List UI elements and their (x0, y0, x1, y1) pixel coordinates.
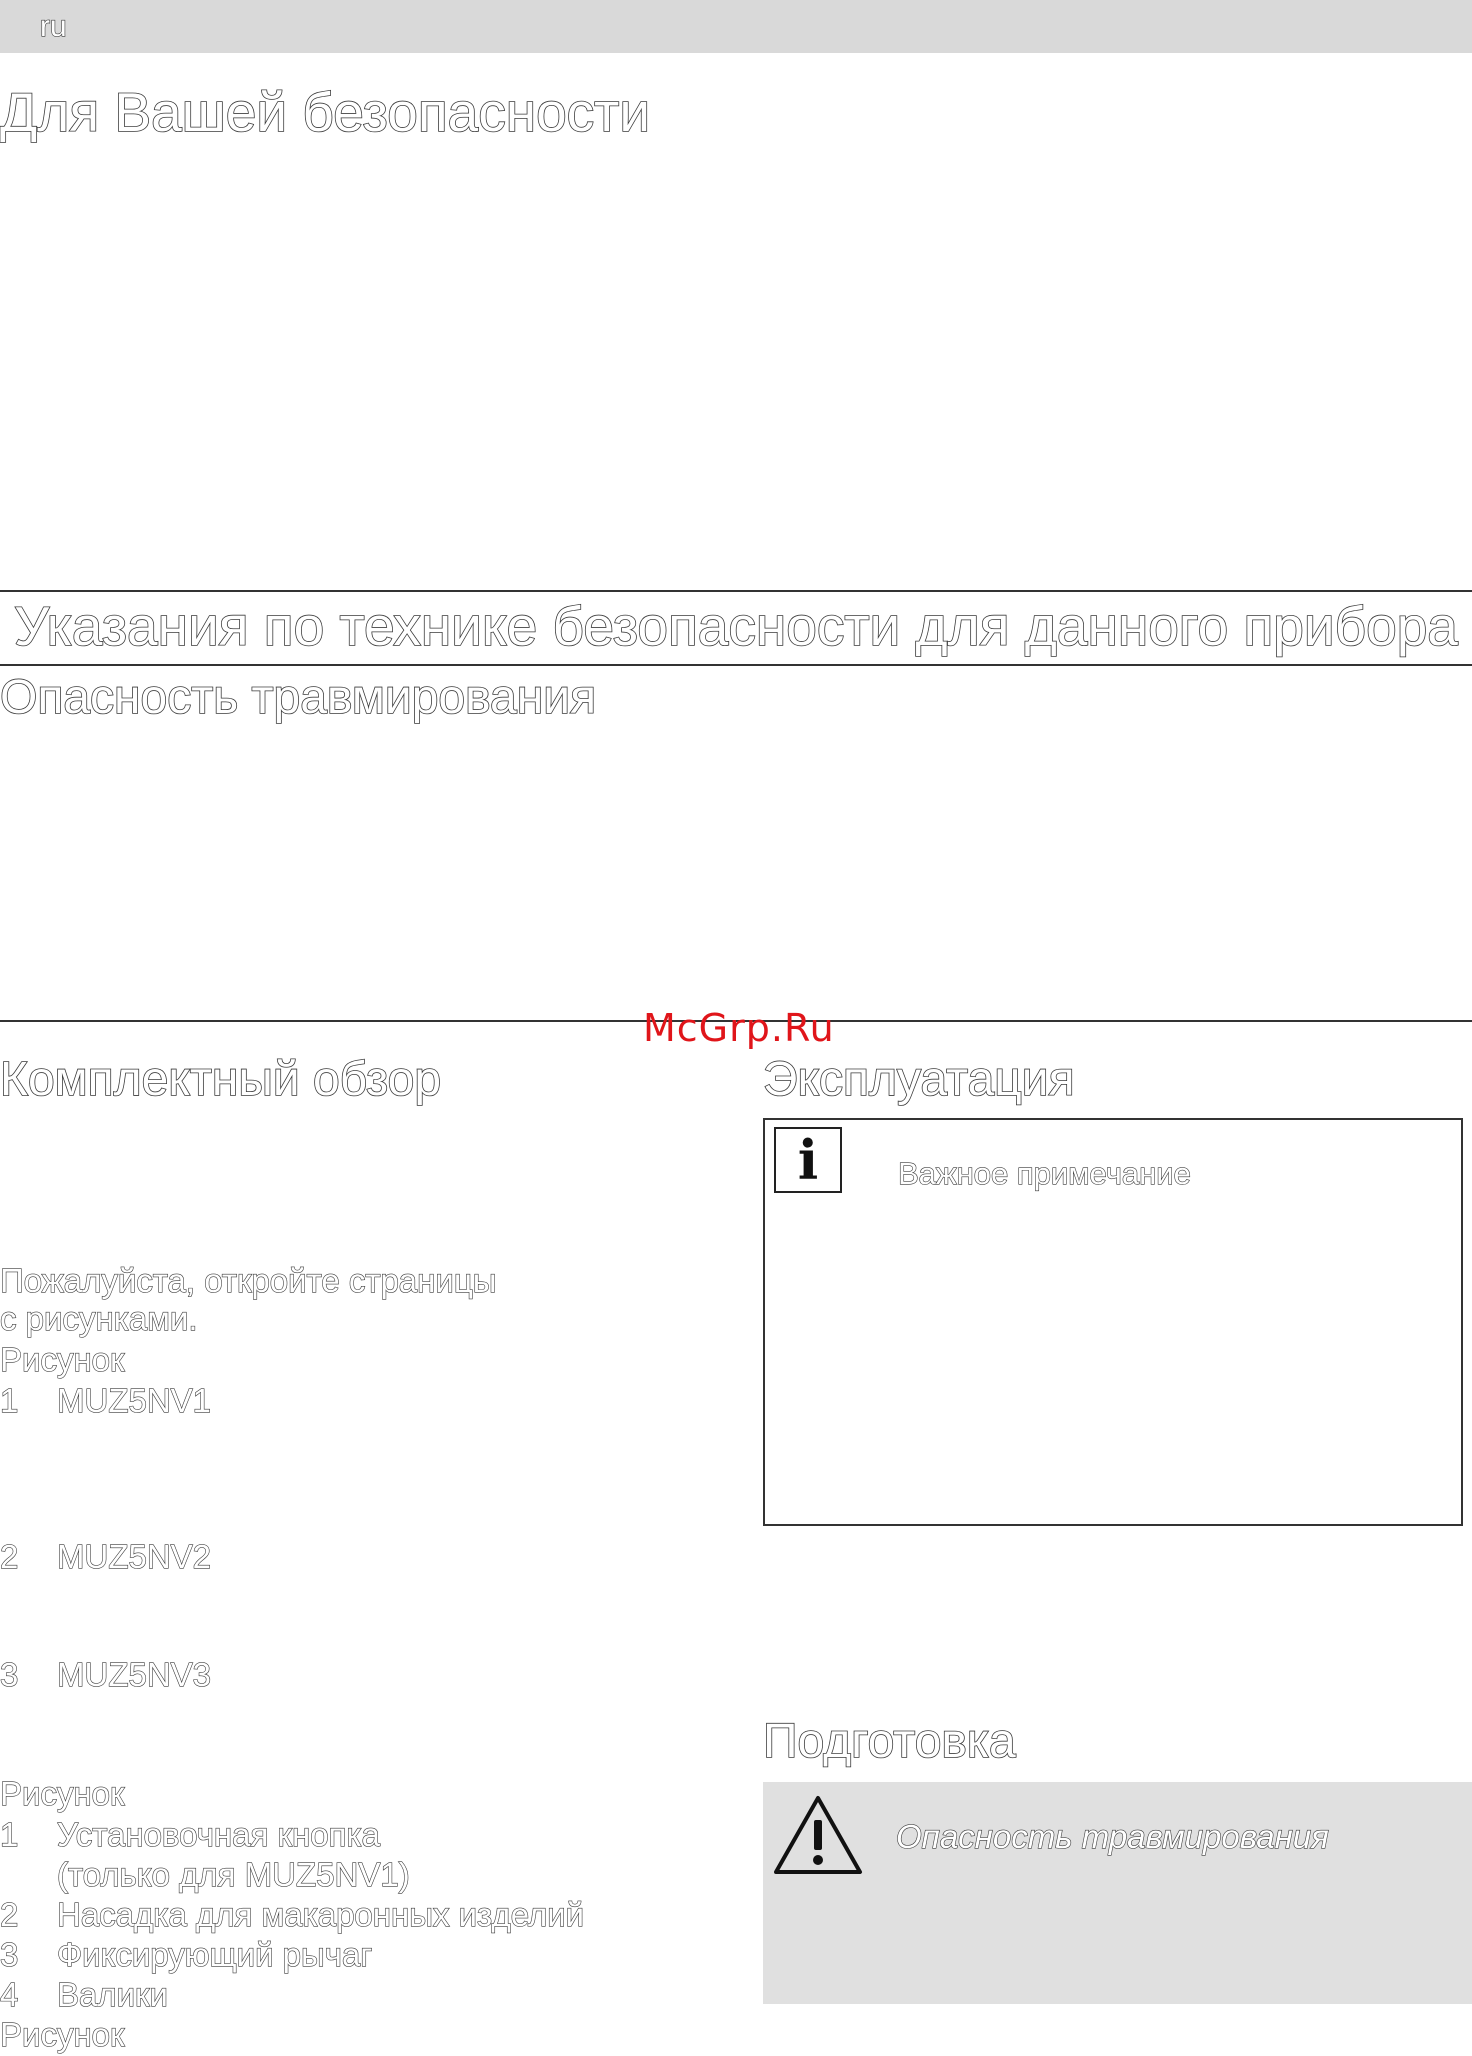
part-number: 2 (0, 1896, 19, 1933)
part-number: 1 (0, 1816, 19, 1853)
safety-banner-title: Указания по технике безопасности для данного прибора (14, 595, 1458, 657)
figure-label: Рисунок (0, 2016, 125, 2053)
preparation-heading: Подготовка (763, 1715, 1016, 1768)
language-code: ru (40, 10, 67, 43)
info-icon: i (774, 1127, 842, 1193)
overview-intro-line1: Пожалуйста, откройте страницы (0, 1262, 497, 1299)
part-note: (только для MUZ5NV1) (57, 1856, 410, 1893)
injury-heading: Опасность травмирования (0, 671, 597, 724)
part-name: Установочная кнопка (57, 1816, 380, 1853)
watermark: McGrp.Ru (643, 1006, 835, 1050)
overview-heading: Комплектный обзор (0, 1053, 442, 1106)
overview-intro-line2: с рисунками. (0, 1300, 198, 1337)
model-number: 3 (0, 1656, 19, 1693)
model-number: 1 (0, 1382, 19, 1419)
language-bar (0, 0, 1472, 53)
figure-label: Рисунок (0, 1775, 125, 1812)
operation-heading: Эксплуатация (763, 1053, 1075, 1106)
figure-label: Рисунок (0, 1341, 125, 1378)
part-name: Валики (57, 1976, 168, 2013)
injury-warning-box (763, 1782, 1472, 2004)
important-note-label: Важное примечание (898, 1156, 1191, 1191)
safety-heading: Для Вашей безопасности (0, 81, 651, 143)
model-name: MUZ5NV2 (57, 1538, 212, 1575)
model-number: 2 (0, 1538, 19, 1575)
model-name: MUZ5NV3 (57, 1656, 212, 1693)
injury-warning-label: Опасность травмирования (896, 1818, 1329, 1855)
part-number: 4 (0, 1976, 19, 2013)
part-name: Фиксирующий рычаг (57, 1936, 373, 1973)
warning-triangle-icon (772, 1794, 864, 1876)
part-name: Насадка для макаронных изделий (57, 1896, 585, 1933)
model-name: MUZ5NV1 (57, 1382, 212, 1419)
important-note-box (763, 1118, 1463, 1526)
part-number: 3 (0, 1936, 19, 1973)
banner-bottom-rule (0, 664, 1472, 666)
